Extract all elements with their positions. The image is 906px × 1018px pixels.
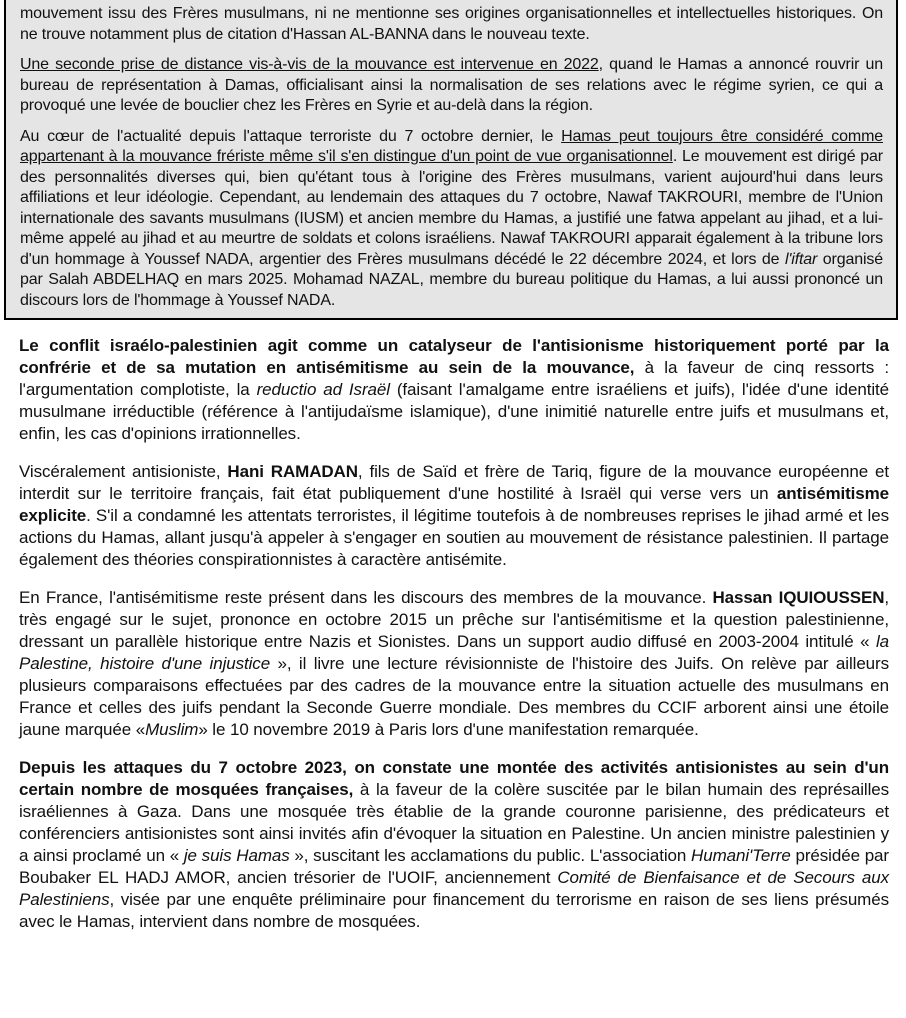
text-run-underline: Hamas peut toujours être considéré comme appartenant à la mouvance frériste même s'il s'en distingue d'un point de vue organisationnel <box>20 127 883 165</box>
text-run-bold: Le conflit israélo-palestinien agit comme un catalyseur de l'antisionisme historiquement porté par la confrérie et de sa mutation en antisémitisme au sein de la mouvance, <box>19 336 889 377</box>
text-run-bold: antisémitisme explicite <box>19 484 889 525</box>
text-run-normal: , très engagé sur le sujet, prononce en octobre 2015 un prêche sur l'antisémitisme et la question palestinienne, dressant un parallèle historique entre Nazis et Sionistes. Dans un support audio diffusé en 2003-2004 intitulé « <box>19 588 890 651</box>
text-run-bold: Hassan IQUIOUSSEN <box>712 588 885 607</box>
paragraph <box>19 335 889 445</box>
text-run-normal: Viscéralement antisioniste, <box>19 462 228 481</box>
text-run-normal: (faisant l'amalgame entre israéliens et juifs), l'idée d'une identité musulmane irréductible (référence à l'antijudaïsme islamique), d'une inimitié naturelle entre juifs et musulmans et, enfin, les cas d'opinions irrationnelles. <box>19 380 889 443</box>
text-run-normal: . Le mouvement est dirigé par des personnalités diverses qui, bien qu'étant tous à l'origine des Frères musulmans, varient aujourd'hui dans leurs affiliations et leur idéologie. Cependant, au lendemain des attaques du 7 octobre, Nawaf TAKROURI, membre de l'Union internationale des savants musulmans (IUSM) et ancien membre du Hamas, a justifié une fatwa appelant au jihad, et a lui-même appelé au jihad et au meurtre de soldats et colons israéliens. Nawaf TAKROURI apparait également à la tribune lors d'un hommage à Youssef NADA, argentier des Frères musulmans décédé le 22 décembre 2024, et lors de <box>20 148 883 268</box>
text-run-italic: l'iftar <box>785 250 818 268</box>
text-run-normal: », suscitant les acclamations du public. L'association <box>289 846 692 865</box>
text-run-bold: Hani RAMADAN <box>227 462 358 481</box>
paragraph <box>20 55 883 117</box>
text-run-normal: , quand le Hamas a annoncé rouvrir un bureau de représentation à Damas, officialisant ainsi la normalisation de ses relations avec le régime syrien, ce qui a provoqué une levée de bouclier chez les Frères en Syrie et au-delà dans la région. <box>20 56 883 114</box>
text-run-normal: En France, l'antisémitisme reste présent dans les discours des membres de la mouvance. <box>19 588 713 607</box>
paragraph <box>19 757 889 933</box>
text-run-normal: à la faveur de cinq ressorts : l'argumentation complotiste, la <box>19 358 890 399</box>
text-run-normal: Au cœur de l'actualité depuis l'attaque terroriste du 7 octobre dernier, le <box>20 127 562 145</box>
text-run-italic: Muslim <box>145 720 199 739</box>
paragraph <box>19 461 889 571</box>
paragraph <box>20 127 883 312</box>
text-run-italic: la Palestine, histoire d'une injustice <box>19 632 889 673</box>
text-run-normal: , visée par une enquête préliminaire pour financement du terrorisme en raison de ses liens présumés avec le Hamas, intervient dans nombre de mosquées. <box>19 890 889 931</box>
paragraph <box>19 587 889 741</box>
text-run-normal: mouvement issu des Frères musulmans, ni ne mentionne ses origines organisationnelles et intellectuelles historiques. On ne trouve notamment plus de citation d'Hassan AL-BANNA dans le nouveau texte. <box>20 5 883 43</box>
body-text-section <box>0 320 906 933</box>
text-run-normal: présidée par Boubaker EL HADJ AMOR, ancien trésorier de l'UOIF, anciennement <box>19 846 889 887</box>
paragraph <box>20 4 883 45</box>
text-run-bold: Depuis les attaques du 7 octobre 2023, on constate une montée des activités antisionistes au sein d'un certain nombre de mosquées françaises, <box>19 758 889 799</box>
text-run-normal: organisé par Salah ABDELHAQ en mars 2025. Mohamad NAZAL, membre du bureau politique du Hamas, a lui aussi prononcé un discours lors de l'hommage à Youssef NADA. <box>20 250 883 309</box>
boxed-text-section <box>4 0 898 320</box>
text-run-underline: Une seconde prise de distance vis-à-vis de la mouvance est intervenue en 2022 <box>20 56 599 73</box>
text-run-italic: reductio ad Israël <box>256 380 390 399</box>
text-run-italic: Humani'Terre <box>691 846 791 865</box>
text-run-italic: Comité de Bienfaisance et de Secours aux Palestiniens <box>19 868 889 909</box>
text-run-normal: à la faveur de la colère suscitée par le bilan humain des représailles israéliennes à Gaza. Dans une mosquée très établie de la grande couronne parisienne, des prédicateurs et conférenciers antisionistes sont ainsi invités afin d'évoquer la situation en Palestine. Un ancien ministre palestinien y a ainsi proclamé un « <box>19 780 889 865</box>
text-run-normal: , fils de Saïd et frère de Tariq, figure de la mouvance européenne et interdit sur le territoire français, fait état publiquement d'une hostilité à Israël qui verse vers un <box>19 462 889 503</box>
text-run-normal: », il livre une lecture révisionniste de l'histoire des Juifs. On relève par ailleurs plusieurs comparaisons effectuées par des cadres de la mouvance entre la situation actuelle des musulmans en France et celles des juifs pendant la Seconde Guerre mondiale. Des membres du CCIF arborent ainsi une étoile jaune marquée « <box>19 654 889 739</box>
text-run-italic: je suis Hamas <box>183 846 290 865</box>
text-run-normal: » le 10 novembre 2019 à Paris lors d'une manifestation remarquée. <box>198 720 699 739</box>
text-run-normal: . S'il a condamné les attentats terroristes, il légitime toutefois à de nombreuses reprises le jihad armé et les actions du Hamas, allant jusqu'à appeler à s'engager en soutien au mouvement de résistance palestinien. Il partage également des théories conspirationnistes à caractère antisémite. <box>19 506 889 569</box>
